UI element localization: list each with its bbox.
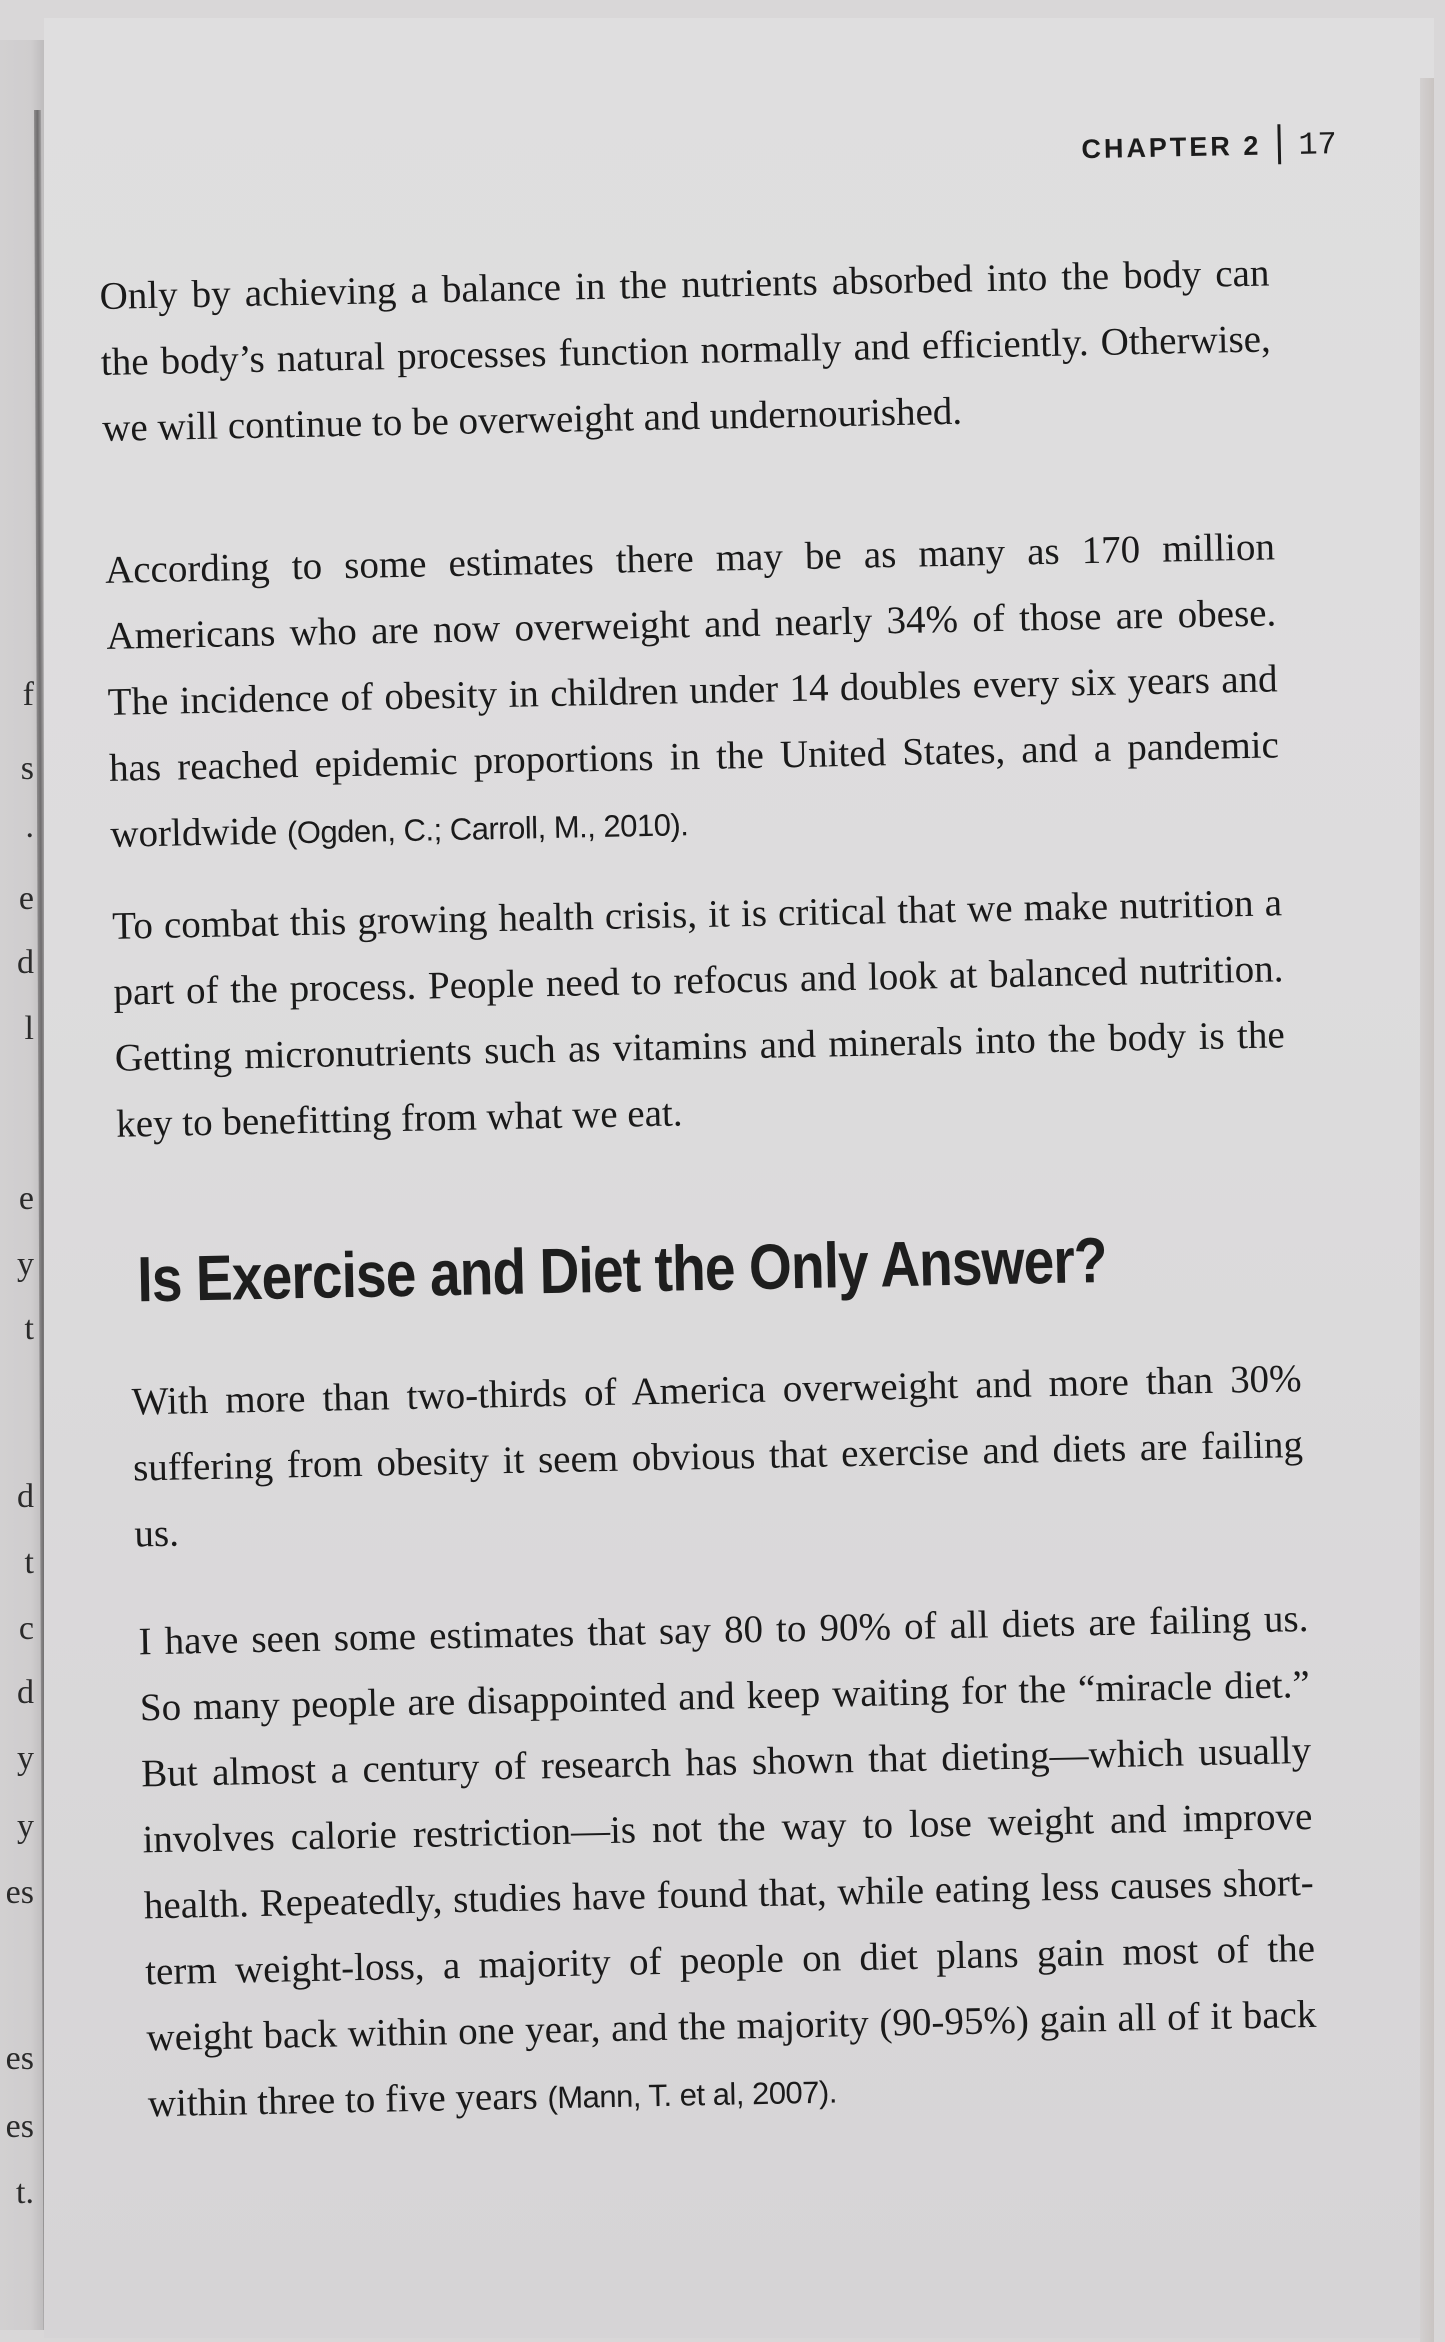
paragraph-4: With more than two-thirds of America overweight and more than 30% suffering from obesity it seem obvious that exercise and diets are failing us. — [131, 1357, 1304, 1556]
book-page — [44, 18, 1434, 2338]
facing-page-fragment: e — [18, 1180, 34, 1217]
facing-page-fragment: d — [17, 1478, 34, 1515]
paragraph-1: Only by achieving a balance in the nutrients absorbed into the body can the body’s natural processes function normally and efficiently. Otherwise, we will continue to be overweight and undernourished. — [99, 251, 1272, 450]
facing-page-fragment: es — [5, 2108, 34, 2145]
facing-page-fragment: es — [5, 2040, 34, 2077]
facing-page-fragment: y — [17, 1246, 34, 1283]
paragraph-5 — [138, 1586, 1318, 2139]
paragraph-5-text: I have seen some estimates that say 80 to 90% of all diets are failing us. So many people are disappointed and keep waiting for the “miracle diet.” But almost a century of research has shown that dieting—which usually involves calorie restriction—is not the way to lose weight and improve health. Repeatedly, studies have found that, while eating less causes short-term weight-loss, a majority of people on diet plans gain most of the weight back within one year, and the majority (90-95%) gain all of it back within three to five years — [138, 1596, 1317, 2126]
paragraph-2-text: According to some estimates there may be as many as 170 million Americans who are now overweight and nearly 34% of those are obese. The incidence of obesity in children under 14 doubles every six years and has reached epidemic proportions in the United States, and a pandemic worldwide — [104, 525, 1280, 856]
citation: (Mann, T. et al, 2007). — [547, 2074, 838, 2116]
facing-page-fragment: f — [22, 676, 34, 713]
facing-page-fragment: e — [18, 880, 34, 917]
citation: (Ogden, C.; Carroll, M., 2010). — [286, 807, 689, 851]
facing-page-fragment: es — [5, 1874, 34, 1911]
header-divider — [1277, 124, 1281, 164]
paragraph-3: To combat this growing health crisis, it is critical that we make nutrition a part of the process. People need to refocus and look at balanced nutrition. Getting micronutrients such as vitamins and minerals into the body is the key to benefitting from what we eat. — [111, 881, 1286, 1146]
facing-page-fragment: d — [17, 944, 34, 981]
facing-page-fragment: . — [25, 808, 34, 845]
paragraph-2 — [104, 514, 1280, 869]
page-edge — [1420, 78, 1434, 2342]
running-head — [97, 123, 1338, 188]
section-heading: Is Exercise and Diet the Only Answer? — [136, 1223, 1108, 1316]
facing-page-fragment: y — [17, 1808, 34, 1845]
facing-page-fragment: d — [17, 1674, 34, 1711]
facing-page-fragment: c — [18, 1610, 34, 1647]
page-content — [94, 0, 1380, 2318]
facing-page-fragment: t. — [16, 2174, 34, 2211]
facing-page-fragment: y — [17, 1740, 34, 1777]
facing-page-fragment: t — [24, 1544, 34, 1581]
facing-page-fragment: t — [24, 1310, 34, 1347]
chapter-label: CHAPTER 2 — [1081, 130, 1262, 165]
page-number: 17 — [1298, 126, 1338, 164]
facing-page-fragment: l — [24, 1010, 34, 1047]
facing-page-fragment: s — [20, 750, 34, 787]
